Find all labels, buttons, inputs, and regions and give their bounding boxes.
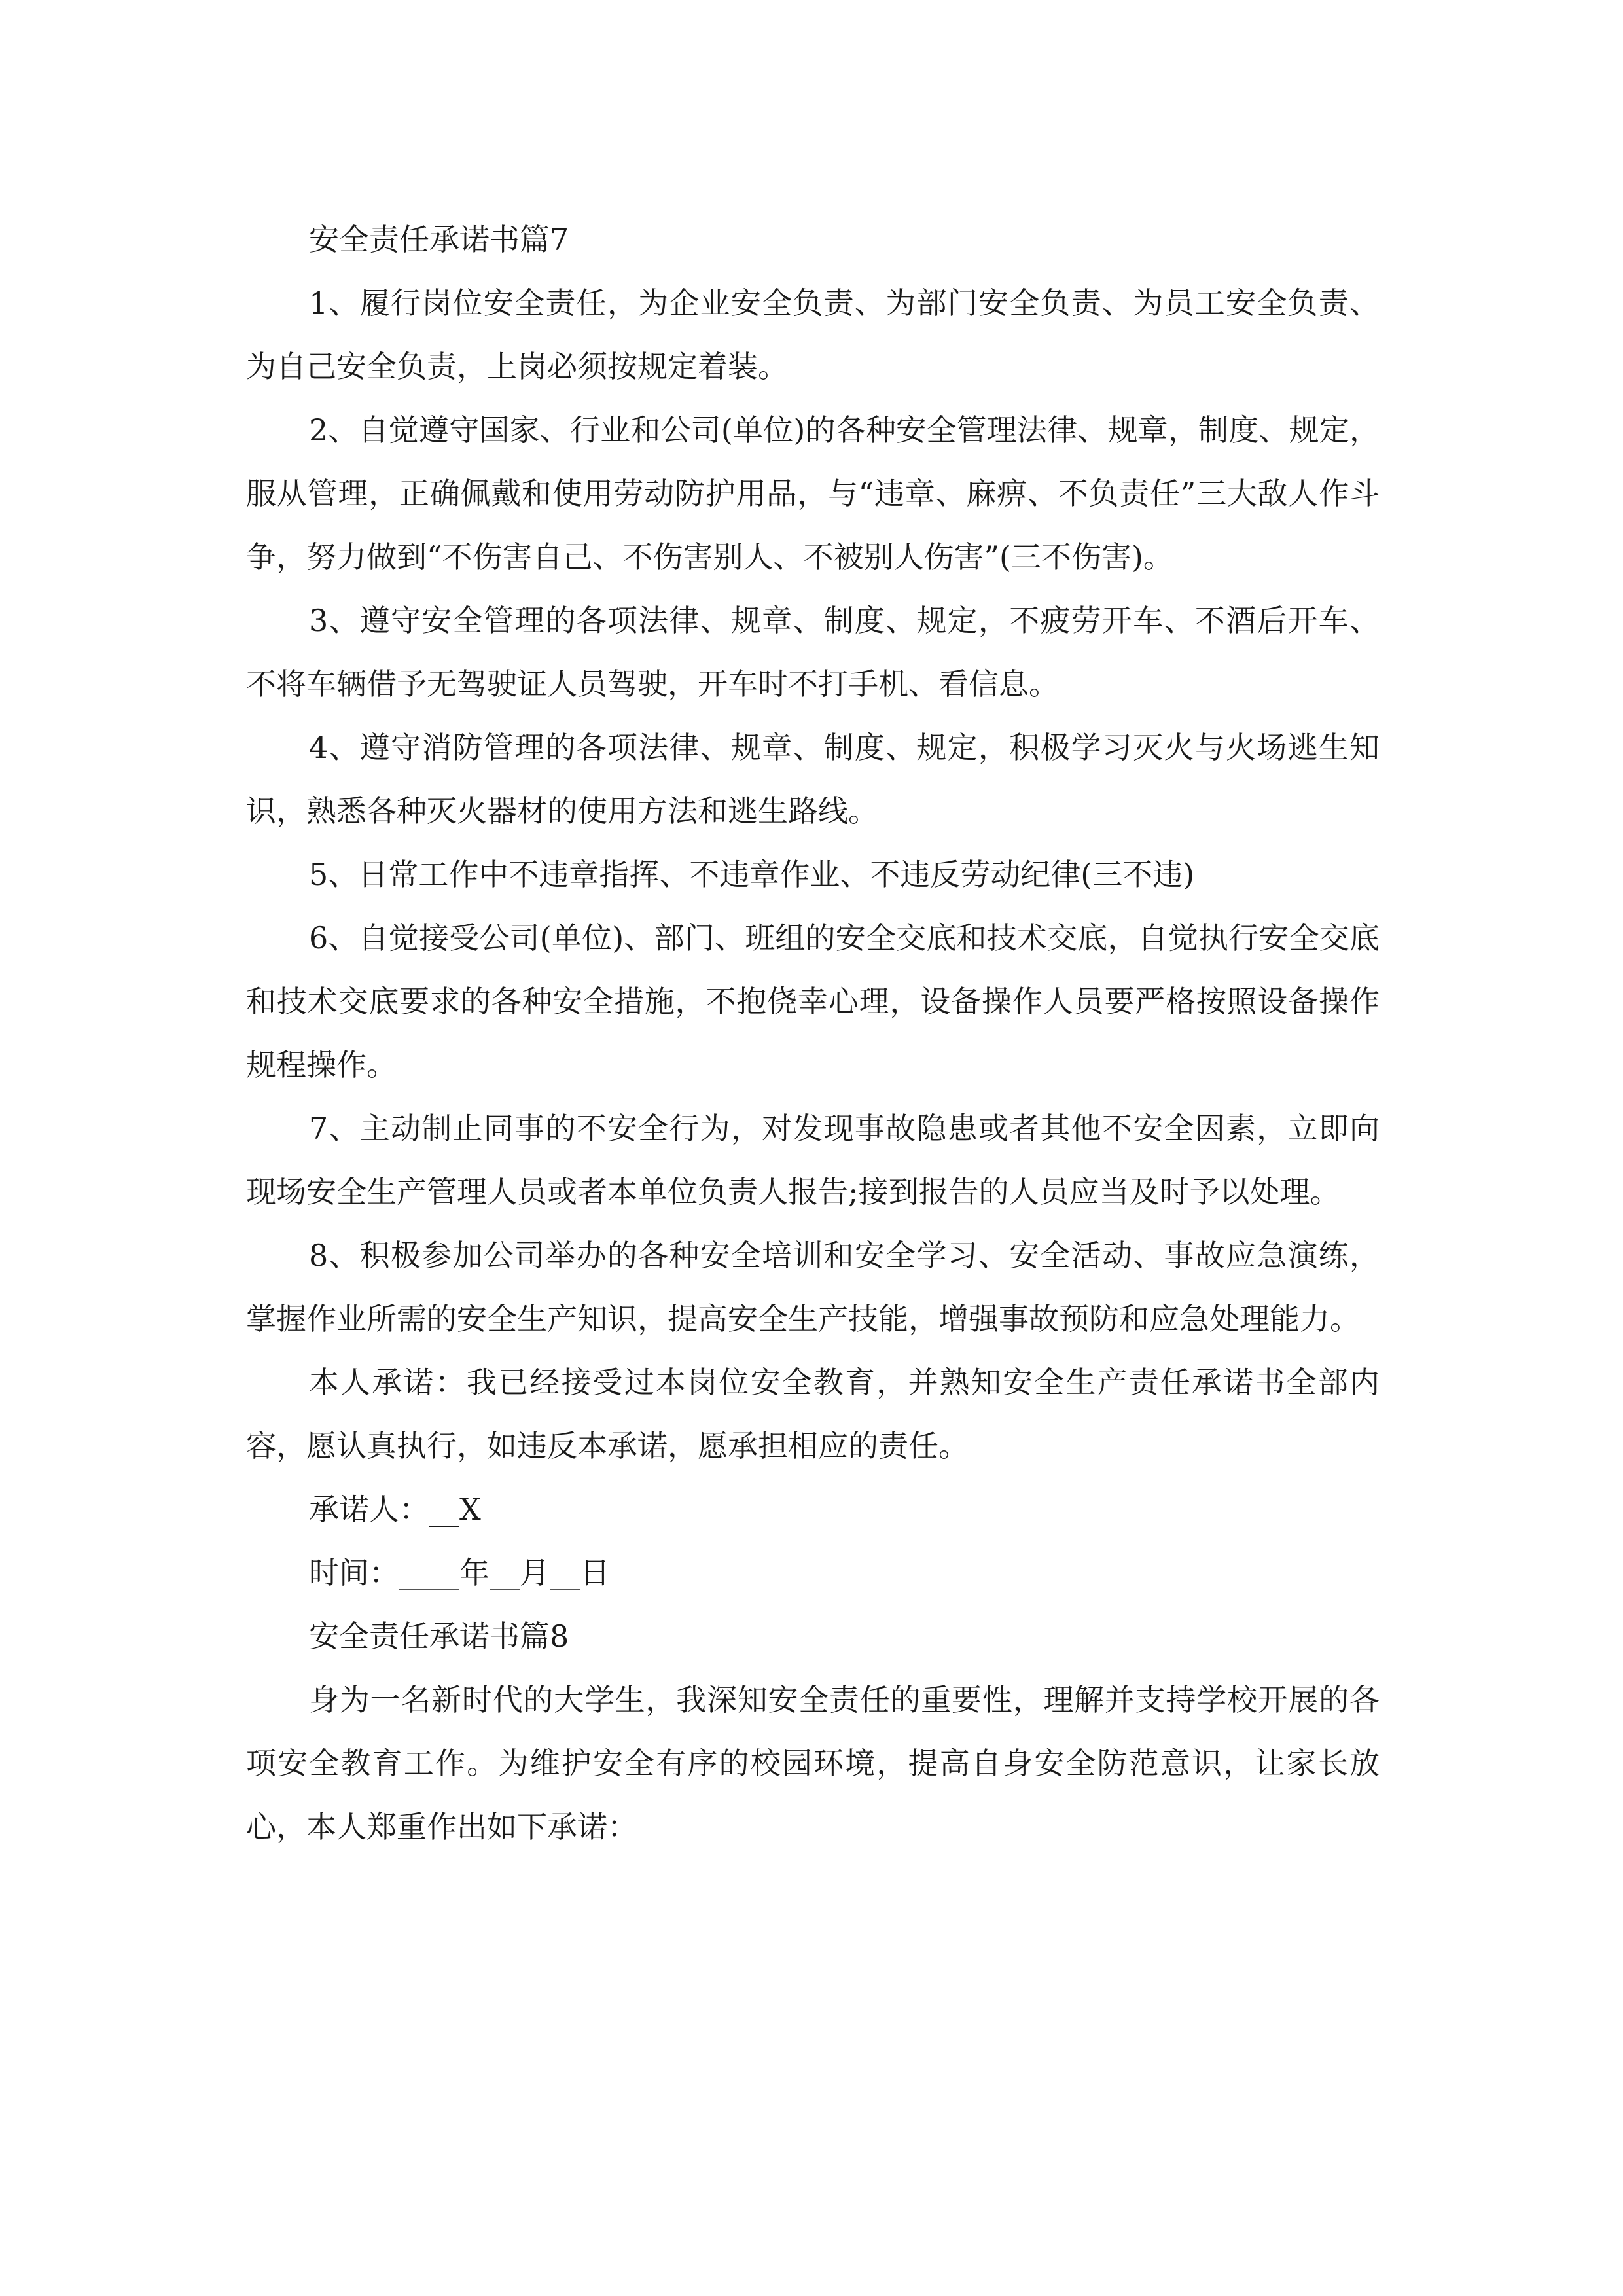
document-body xyxy=(246,208,1380,1859)
section-title-8: 安全责任承诺书篇8 xyxy=(309,1619,569,1654)
item-5: 5、日常工作中不违章指挥、不违章作业、不违反劳动纪律(三不违) xyxy=(309,857,1195,892)
item-8: 8、积极参加公司举办的各种安全培训和安全学习、安全活动、事故应急演练，掌握作业所需的安全生产知识，提高安全生产技能，增强事故预防和应急处理能力。 xyxy=(246,1238,1380,1336)
signer-line: 承诺人：__X xyxy=(309,1492,481,1527)
date-line: 时间：____年__月__日 xyxy=(309,1555,610,1590)
pledge-paragraph: 本人承诺：我已经接受过本岗位安全教育，并熟知安全生产责任承诺书全部内容，愿认真执行，如违反本承诺，愿承担相应的责任。 xyxy=(246,1365,1380,1463)
item-4: 4、遵守消防管理的各项法律、规章、制度、规定，积极学习灭火与火场逃生知识，熟悉各种灭火器材的使用方法和逃生路线。 xyxy=(246,730,1380,829)
item-7: 7、主动制止同事的不安全行为，对发现事故隐患或者其他不安全因素，立即向现场安全生产管理人员或者本单位负责人报告;接到报告的人员应当及时予以处理。 xyxy=(246,1111,1380,1210)
item-1: 1、履行岗位安全责任，为企业安全负责、为部门安全负责、为员工安全负责、为自己安全负责，上岗必须按规定着装。 xyxy=(246,285,1380,384)
item-2: 2、自觉遵守国家、行业和公司(单位)的各种安全管理法律、规章，制度、规定，服从管理，正确佩戴和使用劳动防护用品，与“违章、麻痹、不负责任”三大敌人作斗争，努力做到“不伤害自己、不伤害别人、不被别人伤害”(三不伤害)。 xyxy=(246,412,1380,575)
item-6: 6、自觉接受公司(单位)、部门、班组的安全交底和技术交底，自觉执行安全交底和技术交底要求的各种安全措施，不抱侥幸心理，设备操作人员要严格按照设备操作规程操作。 xyxy=(246,920,1380,1083)
intro-paragraph-8: 身为一名新时代的大学生，我深知安全责任的重要性，理解并支持学校开展的各项安全教育工作。为维护安全有序的校园环境，提高自身安全防范意识，让家长放心，本人郑重作出如下承诺： xyxy=(246,1682,1380,1844)
section-title-7: 安全责任承诺书篇7 xyxy=(309,222,569,257)
item-3: 3、遵守安全管理的各项法律、规章、制度、规定，不疲劳开车、不酒后开车、不将车辆借予无驾驶证人员驾驶，开车时不打手机、看信息。 xyxy=(246,603,1380,702)
